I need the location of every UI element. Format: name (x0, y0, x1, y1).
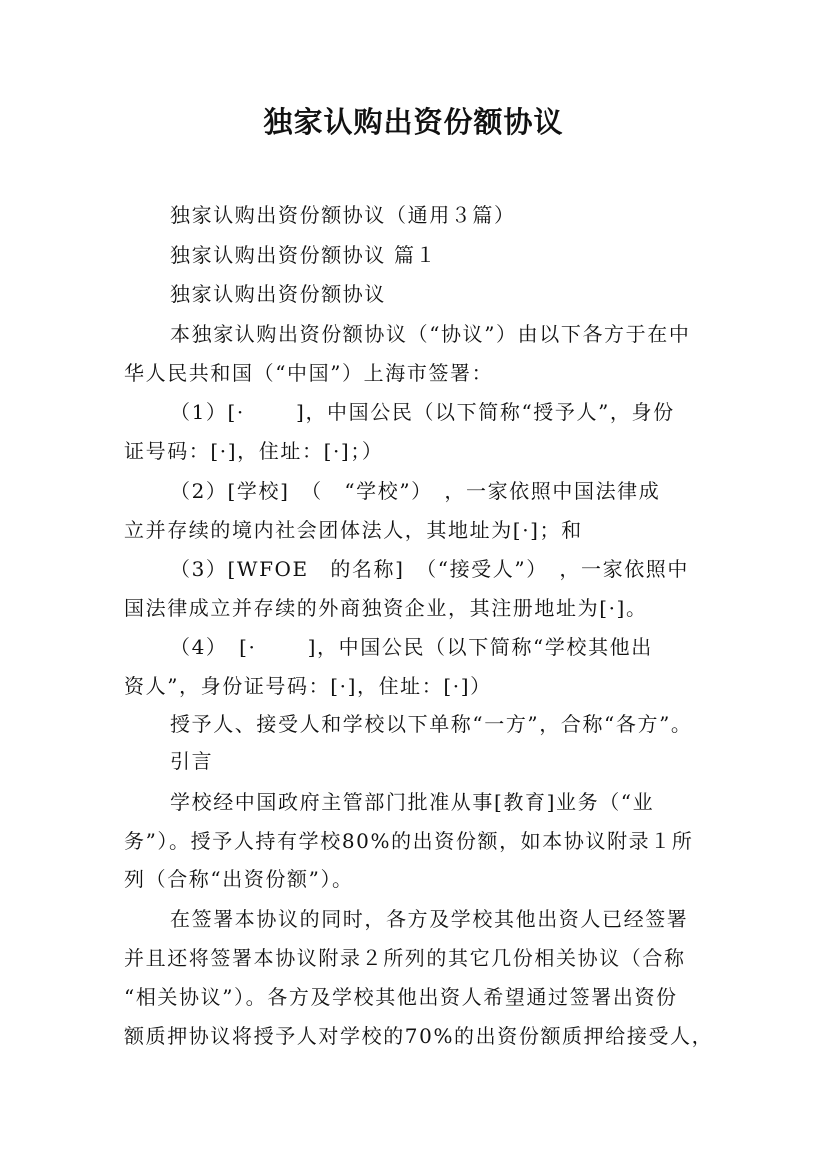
paragraph-line: 独家认购出资份额协议 (170, 282, 386, 306)
paragraph-line: 证号码：[·]，住址：[·]；） (124, 439, 384, 463)
paragraph-line: 并且还将签署本协议附录２所列的其它几份相关协议（合称 (124, 946, 686, 970)
paragraph-line: 立并存续的境内社会团体法人，其地址为[·]；和 (124, 518, 583, 542)
paragraph-line: 国法律成立并存续的外商独资企业，其注册地址为[·]。 (124, 596, 648, 620)
paragraph-line: “相关协议”）。各方及学校其他出资人希望通过签署出资份 (124, 985, 678, 1009)
paragraph-line: 本独家认购出资份额协议（“协议”）由以下各方于在中 (170, 322, 691, 346)
paragraph-line: 在签署本协议的同时，各方及学校其他出资人已经签署 (170, 907, 689, 931)
paragraph-line: 华人民共和国（“中国”）上海市签署： (124, 361, 494, 385)
paragraph-line: （4） [· ]，中国公民（以下简称“学校其他出 (170, 635, 653, 659)
paragraph-line: 授予人、接受人和学校以下单称“一方”，合称“各方”。 (170, 712, 693, 736)
paragraph-line: 额质押协议将授予人对学校的70%的出资份额质押给接受人， (124, 1024, 714, 1048)
paragraph-line: 学校经中国政府主管部门批准从事[教育]业务（“业 (170, 790, 655, 814)
document-title: 独家认购出资份额协议 (263, 105, 564, 139)
section-heading: 引言 (170, 749, 214, 773)
paragraph-line: 务”）。授予人持有学校80%的出资份额，如本协议附录１所 (124, 829, 694, 853)
paragraph-line: （3）[WFOE 的名称] （“接受人”） ，一家依照中 (170, 557, 690, 581)
paragraph-line: 独家认购出资份额协议 篇１ (170, 243, 438, 267)
paragraph-line: 资人”，身份证号码：[·]，住址：[·]） (124, 674, 492, 698)
paragraph-line: 独家认购出资份额协议（通用３篇） (170, 203, 516, 227)
paragraph-line: （1）[· ]，中国公民（以下简称“授予人”，身份 (170, 400, 675, 424)
paragraph-line: 列（合称“出资份额”）。 (124, 867, 354, 891)
paragraph-line: （2）[学校] （ “学校”） ，一家依照中国法律成 (170, 479, 661, 503)
